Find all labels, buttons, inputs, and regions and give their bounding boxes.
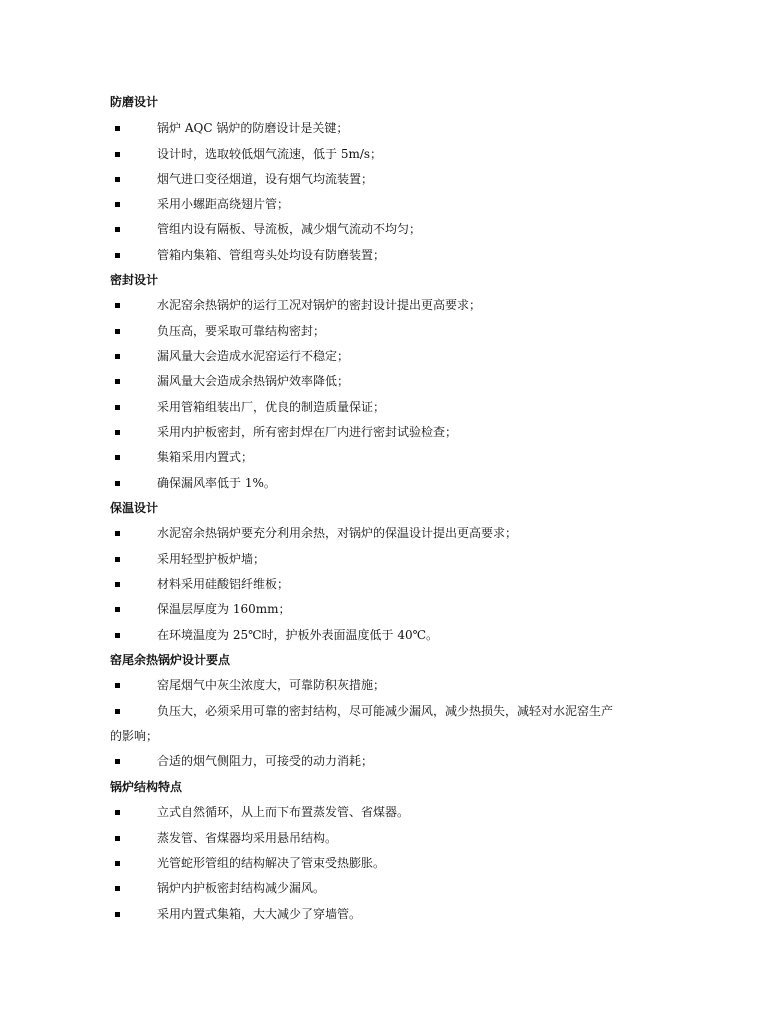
list-item: 集箱采用内置式； bbox=[110, 450, 670, 464]
list-item: 漏风量大会造成水泥窑运行不稳定； bbox=[110, 349, 670, 363]
square-bullet-icon bbox=[115, 379, 120, 384]
square-bullet-icon bbox=[115, 253, 120, 258]
square-bullet-icon bbox=[115, 557, 120, 562]
square-bullet-icon bbox=[115, 633, 120, 638]
square-bullet-icon bbox=[115, 531, 120, 536]
list-item: 光管蛇形管组的结构解决了管束受热膨胀。 bbox=[110, 856, 670, 870]
list-item: 立式自然循环，从上而下布置蒸发管、省煤器。 bbox=[110, 805, 670, 819]
square-bullet-icon bbox=[115, 303, 120, 308]
square-bullet-icon bbox=[115, 607, 120, 612]
square-bullet-icon bbox=[115, 430, 120, 435]
list-item: 管箱内集箱、管组弯头处均设有防磨装置； bbox=[110, 248, 670, 262]
square-bullet-icon bbox=[115, 354, 120, 359]
square-bullet-icon bbox=[115, 912, 120, 917]
square-bullet-icon bbox=[115, 202, 120, 207]
list-item: 管组内设有隔板、导流板，减少烟气流动不均匀； bbox=[110, 222, 670, 236]
square-bullet-icon bbox=[115, 152, 120, 157]
square-bullet-icon bbox=[115, 836, 120, 841]
square-bullet-icon bbox=[115, 481, 120, 486]
list-item: 在环境温度为 25℃时，护板外表面温度低于 40℃。 bbox=[110, 628, 670, 642]
list-item: 蒸发管、省煤器均采用悬吊结构。 bbox=[110, 831, 670, 845]
list-item: 窑尾烟气中灰尘浓度大，可靠防积灰措施； bbox=[110, 678, 670, 692]
square-bullet-icon bbox=[115, 810, 120, 815]
square-bullet-icon bbox=[115, 582, 120, 587]
list-item: 采用小螺距高绕翅片管； bbox=[110, 197, 670, 211]
list-item: 负压大，必须采用可靠的密封结构，尽可能减少漏风，减少热损失，减轻对水泥窑生产 bbox=[110, 704, 670, 718]
square-bullet-icon bbox=[115, 329, 120, 334]
list-item: 烟气进口变径烟道，设有烟气均流装置； bbox=[110, 172, 670, 186]
section-heading-structure: 锅炉结构特点 bbox=[110, 780, 183, 794]
list-item: 合适的烟气侧阻力，可接受的动力消耗； bbox=[110, 754, 670, 768]
square-bullet-icon bbox=[115, 886, 120, 891]
square-bullet-icon bbox=[115, 177, 120, 182]
section-heading-wear-protection: 防磨设计 bbox=[110, 95, 159, 109]
list-item: 保温层厚度为 160mm； bbox=[110, 602, 670, 616]
square-bullet-icon bbox=[115, 455, 120, 460]
square-bullet-icon bbox=[115, 126, 120, 131]
list-item: 材料采用硅酸铝纤维板； bbox=[110, 577, 670, 591]
list-item: 漏风量大会造成余热锅炉效率降低； bbox=[110, 374, 670, 388]
list-item: 水泥窑余热锅炉要充分利用余热，对锅炉的保温设计提出更高要求； bbox=[110, 526, 670, 540]
square-bullet-icon bbox=[115, 861, 120, 866]
list-item: 锅炉 AQC 锅炉的防磨设计是关键； bbox=[110, 121, 670, 135]
square-bullet-icon bbox=[115, 709, 120, 714]
square-bullet-icon bbox=[115, 759, 120, 764]
section-heading-sealing: 密封设计 bbox=[110, 273, 159, 287]
list-item: 负压高，要采取可靠结构密封； bbox=[110, 324, 670, 338]
square-bullet-icon bbox=[115, 405, 120, 410]
list-item: 采用管箱组装出厂，优良的制造质量保证； bbox=[110, 400, 670, 414]
section-heading-insulation: 保温设计 bbox=[110, 501, 159, 515]
square-bullet-icon bbox=[115, 683, 120, 688]
list-item: 锅炉内护板密封结构减少漏风。 bbox=[110, 881, 670, 895]
list-item: 采用内护板密封，所有密封焊在厂内进行密封试验检查； bbox=[110, 425, 670, 439]
list-item: 采用轻型护板炉墙； bbox=[110, 552, 670, 566]
section-heading-kiln-tail-boiler: 窑尾余热锅炉设计要点 bbox=[110, 653, 231, 667]
list-item: 设计时，选取较低烟气流速，低于 5m/s； bbox=[110, 147, 670, 161]
square-bullet-icon bbox=[115, 227, 120, 232]
list-item: 采用内置式集箱，大大减少了穿墙管。 bbox=[110, 907, 670, 921]
list-item: 确保漏风率低于 1%。 bbox=[110, 476, 670, 490]
list-item-continuation: 的影响； bbox=[110, 729, 159, 743]
list-item: 水泥窑余热锅炉的运行工况对锅炉的密封设计提出更高要求； bbox=[110, 298, 670, 312]
